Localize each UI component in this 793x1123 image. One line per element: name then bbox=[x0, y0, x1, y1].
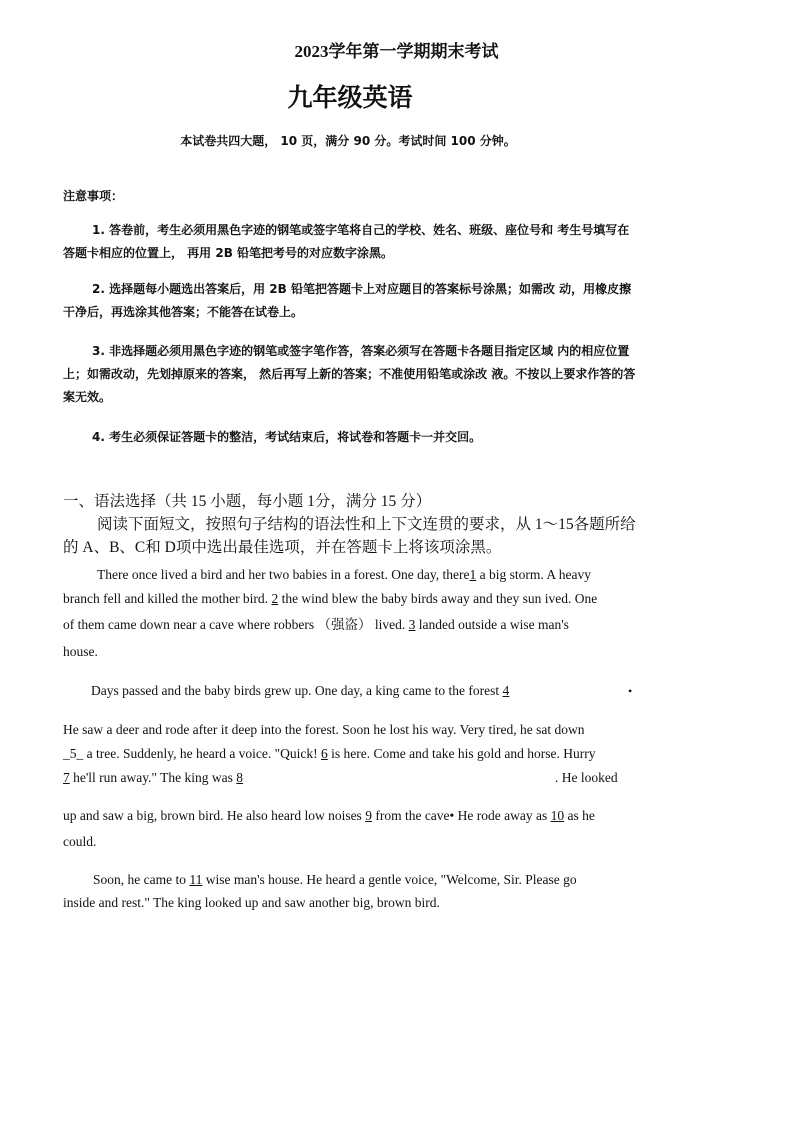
blank-11: 11 bbox=[189, 872, 203, 887]
blank-3: 3 bbox=[408, 617, 416, 632]
section-heading: 一、语法选择（共 15 小题，每小题 1分，满分 15 分） bbox=[63, 493, 432, 510]
passage-line: 7 he'll run away." The king was 8 bbox=[63, 770, 244, 785]
exam-title: 九年级英语 bbox=[287, 85, 413, 112]
blank-4: 4 bbox=[502, 683, 510, 698]
passage-line: _5_ a tree. Suddenly, he heard a voice. "Quick! 6 is here. Come and take his gold and horse. Hurry bbox=[63, 746, 596, 761]
passage-line: There once lived a bird and her two babies in a forest. One day, there1 a big storm. A heavy bbox=[97, 567, 591, 582]
notice-item-1: 1. 答卷前，考生必须用黑色字迹的钢笔或签字笔将自己的学校、姓名、班级、座位号和 考生号填写在答题卡相应的位置上， 再用 2B 铅笔把考号的对应数字涂黑。 bbox=[63, 223, 630, 260]
notice-title: 注意事项： bbox=[63, 189, 124, 203]
passage-line: could. bbox=[63, 834, 97, 849]
passage-line-end: . He looked bbox=[555, 770, 618, 785]
passage-line: Days passed and the baby birds grew up. One day, a king came to the forest 4 bbox=[91, 683, 510, 698]
notice-item-3: 3. 非选择题必须用黑色字迹的钢笔或签字笔作答，答案必须写在答题卡各题目指定区域 内的相应位置上；如需改动，先划掉原来的答案， 然后再写上新的答案；不准使用铅笔或涂改 液。不按以上要求作答的答案无效。 bbox=[63, 344, 636, 404]
exam-intro: 本试卷共四大题， 10 页，满分 90 分。考试时间 100 分钟。 bbox=[180, 134, 516, 148]
section-instruction: 阅读下面短文，按照句子结构的语法性和上下文连贯的要求，从 1～15各题所给的 A、B、C和 D项中选出最佳选项，并在答题卡上将该项涂黑。 bbox=[63, 516, 636, 556]
blank-1: 1 bbox=[469, 567, 477, 582]
passage-line: of them came down near a cave where robbers （强盗） lived. 3 landed outside a wise man's bbox=[63, 617, 569, 632]
passage-line: Soon, he came to 11 wise man's house. He heard a gentle voice, "Welcome, Sir. Please go bbox=[93, 872, 577, 887]
blank-2: 2 bbox=[271, 591, 279, 606]
passage-line: branch fell and killed the mother bird. 2 the wind blew the baby birds away and they sun ived. One bbox=[63, 591, 598, 606]
notice-item-4: 4. 考生必须保证答题卡的整洁，考试结束后，将试卷和答题卡一并交回。 bbox=[92, 430, 482, 444]
punctuation-dot: • bbox=[628, 684, 633, 698]
passage-line: house. bbox=[63, 644, 98, 659]
blank-9: 9 bbox=[365, 808, 372, 823]
notice-item-2: 2. 选择题每小题选出答案后，用 2B 铅笔把答题卡上对应题目的答案标号涂黑；如需改 动，用橡皮擦干净后，再选涂其他答案；不能答在试卷上。 bbox=[63, 282, 632, 319]
passage-line: up and saw a big, brown bird. He also heard low noises 9 from the cave• He rode away as 10 as he bbox=[63, 808, 595, 823]
passage-line: He saw a deer and rode after it deep into the forest. Soon he lost his way. Very tired, he sat down bbox=[63, 722, 585, 737]
blank-6: 6 bbox=[321, 746, 328, 761]
blank-7: 7 bbox=[63, 770, 70, 785]
exam-subtitle: 2023学年第一学期期末考试 bbox=[294, 42, 499, 61]
passage-line: inside and rest." The king looked up and saw another big, brown bird. bbox=[63, 895, 440, 910]
blank-8: 8 bbox=[236, 770, 244, 785]
blank-10: 10 bbox=[550, 808, 565, 823]
